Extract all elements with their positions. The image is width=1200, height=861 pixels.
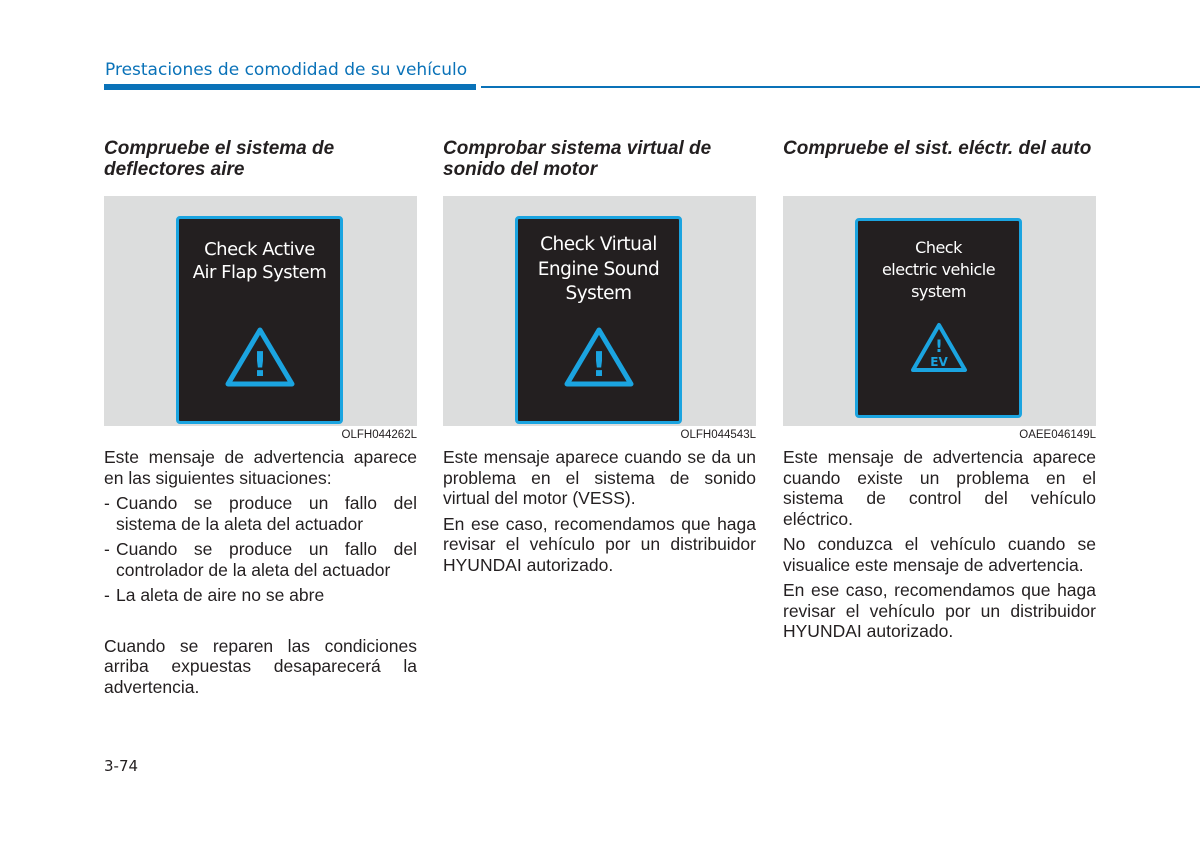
body-paragraph: No conduzca el vehículo cuando se visualice este mensaje de advertencia. [783,534,1096,575]
figure-code: OLFH044262L [341,429,417,441]
body-paragraph: En ese caso, recomendamos que haga revisar el vehículo por un distribuidor HYUNDAI autorizado. [443,513,756,575]
warning-triangle-icon [563,325,635,389]
header-rule-thick [104,84,476,90]
page-number: 3-74 [104,757,139,775]
intro-paragraph: Este mensaje de advertencia aparece en las siguientes situaciones: [104,447,417,488]
body-paragraph: En ese caso, recomendamos que haga revisar el vehículo por un distribuidor HYUNDAI autorizado. [783,580,1096,641]
figure-virtual-engine-sound [443,196,756,426]
body-paragraph: Este mensaje de advertencia aparece cuando existe un problema en el sistema de control del vehículo eléctrico. [783,447,1096,529]
warning-triangle-icon [224,325,296,389]
cluster-display [176,216,343,424]
ev-warning-triangle-icon [909,321,969,375]
list-item: - Cuando se produce un fallo del sistema de la aleta del actuador [104,493,417,534]
section-header-title: Prestaciones de comodidad de su vehículo [105,60,468,80]
cluster-display [515,216,682,424]
section-heading: Comprobar sistema virtual de sonido del motor [443,138,712,180]
warning-mark: ! [934,337,943,357]
display-message: Check electric vehicle system [881,238,996,301]
closing-paragraph: Cuando se reparen las condiciones arriba expuestas desaparecerá la advertencia. [104,635,417,697]
section-air-flap [104,138,417,697]
display-message: Check Active Air Flap System [192,239,327,283]
figure-electric-system [783,196,1096,426]
warning-mark: ! [590,345,607,385]
section-heading: Compruebe el sist. eléctr. del auto [783,138,1092,159]
list-item: - Cuando se produce un fallo del controlador de la aleta del actuador [104,539,417,580]
cluster-display [855,218,1022,418]
body-paragraph: Este mensaje aparece cuando se da un problema en el sistema de sonido virtual del motor (VESS). [443,447,756,508]
ev-label: EV [929,355,948,369]
display-message: Check Virtual Engine Sound System [537,234,660,304]
figure-code: OLFH044543L [680,429,756,441]
header-rule-thin [481,86,1200,88]
figure-code: OAEE046149L [1019,429,1096,441]
list-item: - La aleta de aire no se abre [104,585,325,605]
warning-mark: ! [251,345,268,385]
section-virtual-engine-sound [443,138,756,575]
figure-air-flap [104,196,417,426]
section-electric-system [783,138,1096,642]
section-heading: Compruebe el sistema de deflectores aire [104,138,335,180]
